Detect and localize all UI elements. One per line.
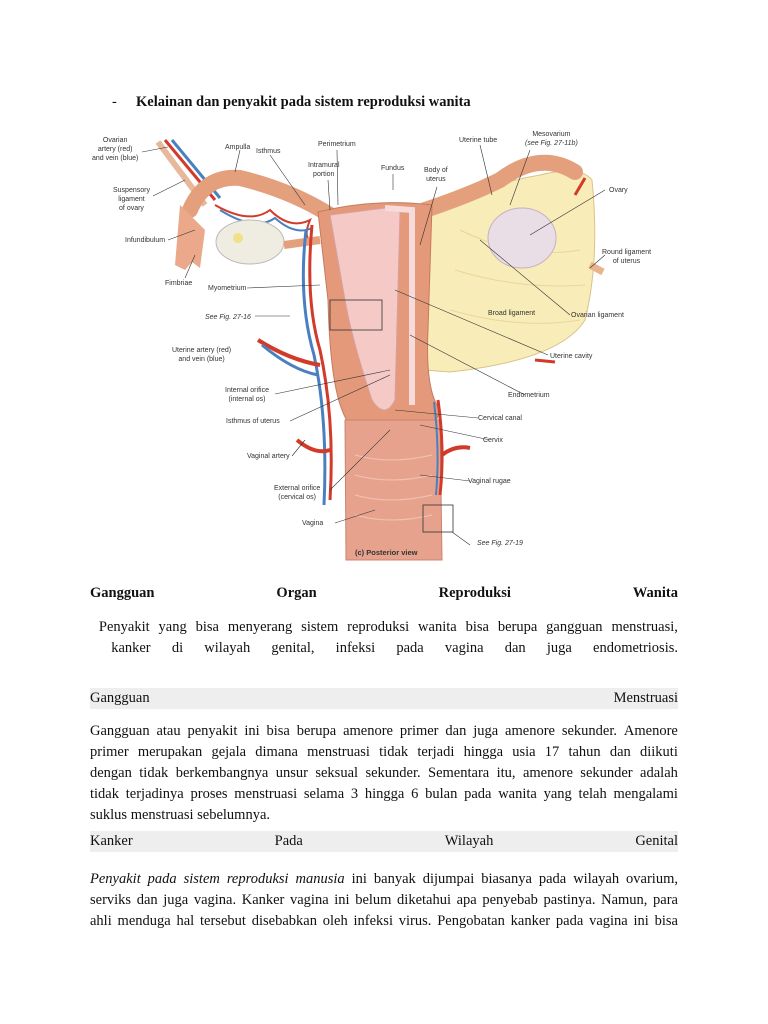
section-title-gangguan-organ: Gangguan Organ Reproduksi Wanita	[90, 585, 678, 601]
label-isthmus: Isthmus	[256, 148, 281, 155]
label-uterine-cavity: Uterine cavity	[550, 353, 593, 360]
paragraph-intro: Penyakit yang bisa menyerang sistem reproduksi wanita bisa berupa gangguan menstruasi, kanker di wilayah genital, infeksi pada vagina dan juga endometriosis.	[98, 619, 678, 656]
label-suspensory-ligament: Suspensory ligament of ovary	[113, 187, 150, 212]
bullet-dash: -	[112, 94, 117, 110]
label-cervix: Cervix	[483, 437, 503, 444]
label-intramural-portion: Intramural portion	[308, 162, 340, 178]
heading-text: Kelainan dan penyakit pada sistem reproduksi wanita	[136, 94, 471, 110]
label-vaginal-rugae: Vaginal rugae	[468, 478, 511, 485]
right-ovary-shape	[488, 208, 556, 268]
label-round-ligament: Round ligament of uterus	[602, 249, 652, 265]
label-external-orifice: External orifice (cervical os)	[274, 485, 321, 501]
label-ovarian-ligament: Ovarian ligament	[571, 312, 624, 319]
italic-lead-text: Penyakit pada sistem reproduksi manusia	[90, 871, 345, 887]
vagina-shape	[345, 420, 442, 560]
label-fimbriae: Fimbriae	[165, 280, 193, 287]
label-cervical-canal: Cervical canal	[478, 415, 522, 422]
label-uterine-artery: Uterine artery (red) and vein (blue)	[172, 347, 232, 363]
label-uterine-tube: Uterine tube	[459, 137, 498, 144]
label-vagina: Vagina	[302, 520, 324, 527]
paragraph-menstruasi: Gangguan atau penyakit ini bisa berupa amenore primer dan juga amenore sekunder. Amenore primer merupakan gejala dimana menstruasi tidak terjadi hingga usia 17 tahun dan diikuti dengan tidak berkembangnya unsur seksual sekunder. Sementara itu, amenore sekunder adalah tidak terjadinya proses menstruasi selama 3 hingga 6 bulan pada wanita yang telah mengalami suklus menstruasi sebelumnya.	[90, 723, 678, 823]
label-myometrium: Myometrium	[208, 285, 247, 292]
paragraph-kanker: Penyakit pada sistem reproduksi manusia ini banyak dijumpai biasanya pada wilayah ovarium, serviks dan juga vagina. Kanker vagina ini belum diketahui apa penyebab pastinya. Namun, para ahli menduga hal tersebut disebabkan oleh infeksi virus. Pengobatan kanker pada vagina ini bisa	[90, 871, 678, 929]
section-title-kanker: Kanker Pada Wilayah Genital	[90, 831, 678, 852]
label-internal-orifice: Internal orifice (internal os)	[225, 387, 269, 403]
left-ovary-shape	[216, 220, 284, 264]
label-broad-ligament: Broad ligament	[488, 310, 536, 317]
figure-caption: (c) Posterior view	[355, 548, 418, 557]
label-ovarian-artery: Ovarian artery (red) and vein (blue)	[92, 137, 139, 162]
label-mesovarium: Mesovarium (see Fig. 27-11b)	[525, 131, 578, 147]
label-fundus: Fundus	[381, 165, 405, 172]
label-see-fig-27-19: See Fig. 27-19	[477, 540, 523, 547]
label-ampulla: Ampulla	[225, 144, 251, 151]
label-endometrium: Endometrium	[508, 392, 550, 399]
section-title-gangguan-menstruasi: Gangguan Menstruasi	[90, 688, 678, 709]
label-body-of-uterus: Body of uterus	[424, 167, 448, 183]
label-infundibulum: Infundibulum	[125, 237, 166, 244]
label-see-fig-27-16: See Fig. 27-16	[205, 314, 251, 321]
label-ovary: Ovary	[609, 187, 628, 194]
label-isthmus-of-uterus: Isthmus of uterus	[226, 418, 280, 425]
label-perimetrium: Perimetrium	[318, 141, 356, 148]
label-vaginal-artery: Vaginal artery	[247, 453, 290, 460]
